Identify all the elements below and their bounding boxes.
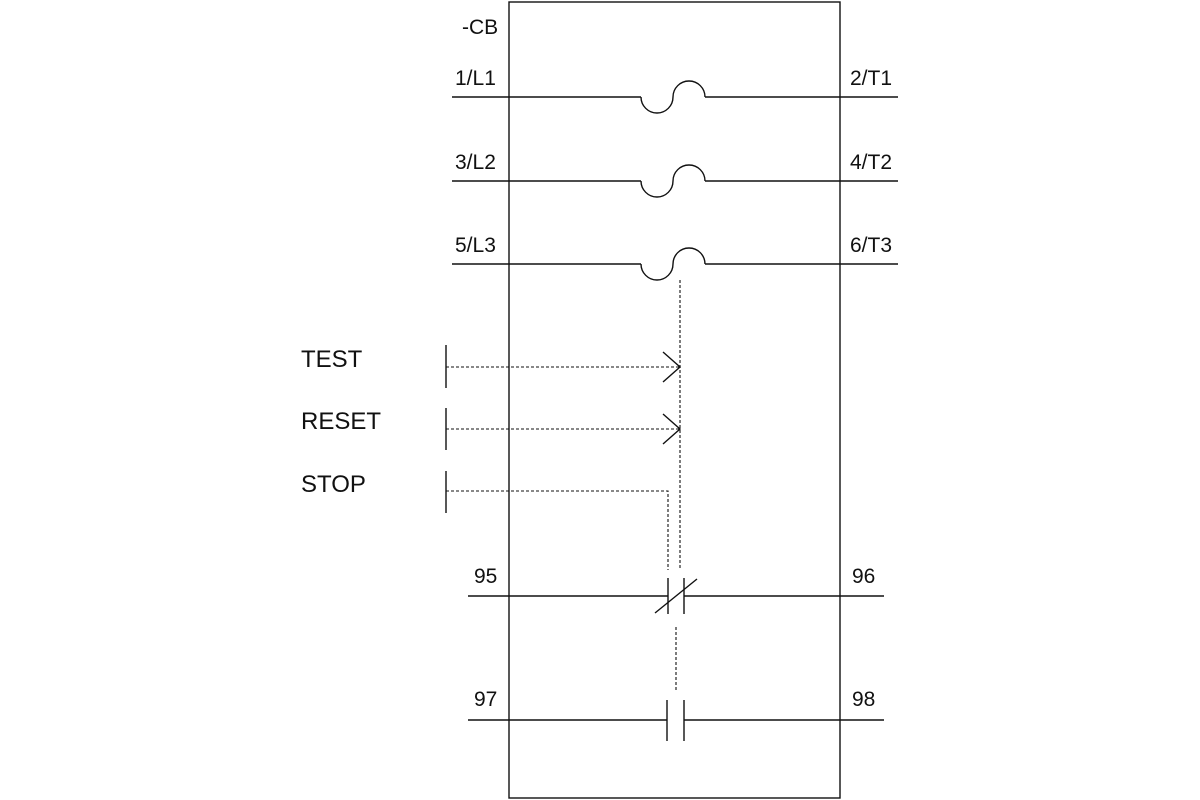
- terminal-label-97: 97: [474, 688, 498, 711]
- phase-line-3: [452, 234, 898, 280]
- reset-control: [301, 408, 680, 450]
- stop-label: STOP: [301, 471, 366, 498]
- contact-97-98: [468, 688, 884, 741]
- terminal-label-95: 95: [474, 565, 498, 588]
- test-label: TEST: [301, 346, 363, 373]
- terminal-label-98: 98: [852, 688, 876, 711]
- thermal-element-icon: [641, 248, 705, 280]
- terminal-label-3-l2: 3/L2: [455, 151, 496, 174]
- stop-control: [301, 471, 668, 570]
- terminal-label-4-t2: 4/T2: [850, 151, 893, 174]
- reset-label: RESET: [301, 408, 382, 435]
- thermal-element-icon: [641, 81, 705, 113]
- phase-line-1: [452, 67, 898, 113]
- terminal-label-96: 96: [852, 565, 876, 588]
- device-designation: -CB: [462, 16, 499, 39]
- phase-line-2: [452, 151, 898, 197]
- contact-95-96: [468, 565, 884, 614]
- thermal-element-icon: [641, 165, 705, 197]
- terminal-label-5-l3: 5/L3: [455, 234, 496, 257]
- terminal-label-6-t3: 6/T3: [850, 234, 893, 257]
- terminal-label-1-l1: 1/L1: [455, 67, 496, 90]
- test-control: [301, 345, 680, 388]
- terminal-label-2-t1: 2/T1: [850, 67, 893, 90]
- device-enclosure: [509, 2, 840, 798]
